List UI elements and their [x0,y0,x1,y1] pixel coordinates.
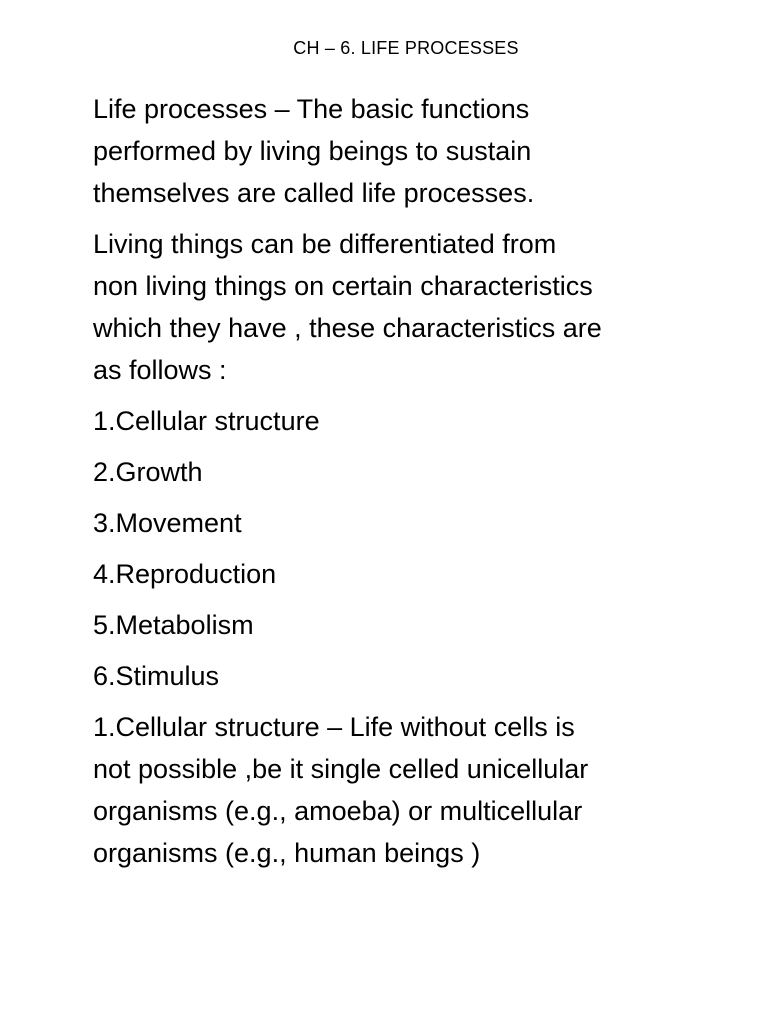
document-body [93,88,693,883]
cellular-structure-line: organisms (e.g., amoeba) or multicellular [93,796,583,826]
intro-line: which they have , these characteristics are [93,313,602,343]
definition-line: themselves are called life processes. [93,178,535,208]
intro-line: as follows : [93,355,227,385]
characteristic-item: 3.Movement [93,508,242,538]
characteristic-item: 2.Growth [93,457,203,487]
characteristic-item: 4.Reproduction [93,559,277,589]
characteristic-item: 5.Metabolism [93,610,254,640]
cellular-structure-paragraph [93,706,693,874]
intro-line: Living things can be differentiated from [93,229,557,259]
definition-paragraph [93,88,693,214]
intro-line: non living things on certain characteristics [93,271,593,301]
cellular-structure-line: 1.Cellular structure – Life without cells is [93,712,575,742]
definition-line: performed by living beings to sustain [93,136,532,166]
chapter-heading: CH – 6. LIFE PROCESSES [293,38,519,58]
definition-line: Life processes – The basic functions [93,94,530,124]
cellular-structure-line: not possible ,be it single celled unicellular [93,754,589,784]
characteristic-item: 1.Cellular structure [93,406,320,436]
cellular-structure-line: organisms (e.g., human beings ) [93,838,481,868]
characteristic-item: 6.Stimulus [93,661,220,691]
intro-paragraph [93,223,693,391]
